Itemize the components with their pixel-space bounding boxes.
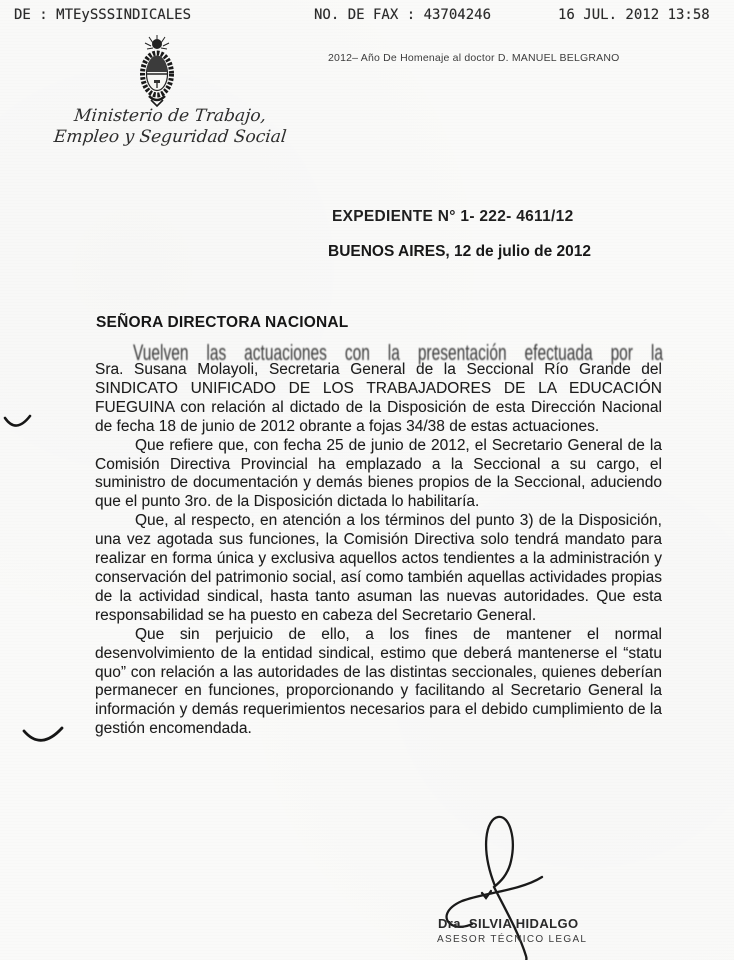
body-paragraph4: Que sin perjuicio de ello, a los fines de mantener el normal desenvolvimiento de la entidad sindical, estimo que deberá mantenerse el “statu quo” con relación a las autoridades de las distintas seccionales, quienes deberían permanecer en funciones, proporcionando y facilitando al Secretario General la información y demás requerimientos necesarios para el debido cumplimiento de la gestión encomendada. — [95, 625, 662, 738]
fax-number: NO. DE FAX : 43704246 — [314, 7, 492, 23]
body-paragraph3: Que, al respecto, en atención a los términos del punto 3) de la Disposición, una vez agotada sus funciones, la Comisión Directiva solo tendrá mandato para realizar en forma única y exclusiva aquellos actos tendientes a la administración y conservación del patrimonio social, así como también aquellas actividades propias de la actividad sindical, hasta tanto asuman las nuevas autoridades. Que esta responsabilidad se ha puesto en cabeza del Secretario General. — [95, 512, 662, 624]
fax-sender: DE : MTEySSSINDICALES — [14, 7, 192, 23]
coat-of-arms-icon — [134, 34, 180, 117]
body-paragraph1-distorted-text: Vuelven las actuaciones con la presentación efectuada por la — [133, 341, 663, 366]
ministry-name-line2: Empleo y Seguridad Social — [52, 127, 288, 147]
signer-name: Dra. SILVIA HIDALGO — [438, 916, 579, 931]
salutation-line: SEÑORA DIRECTORA NACIONAL — [96, 314, 349, 331]
ministry-name — [53, 106, 290, 148]
body-paragraph1: Sra. Susana Molayoli, Secretaria General de la Seccional Río Grande del SINDICATO UNIFICADO DE LOS TRABAJADORES DE LA EDUCACIÓN FUEGUINA con relación al dictado de la Disposición de esta Dirección Nacional de fecha 18 de junio de 2012 obrante a fojas 34/38 de estas actuaciones. — [95, 361, 662, 435]
margin-mark-icon — [2, 410, 36, 443]
margin-mark-icon — [20, 724, 68, 759]
year-homage-legend: 2012– Año De Homenaje al doctor D. MANUEL BELGRANO — [328, 52, 620, 64]
body-paragraph2: Que refiere que, con fecha 25 de junio de 2012, el Secretario General de la Comisión Directiva Provincial ha emplazado a la Seccional a su cargo, el suministro de documentación y demás bienes propios de la Seccional, aduciendo que el punto 3ro. de la Disposición dictada lo habilitaría. — [95, 436, 662, 511]
city-and-date: BUENOS AIRES, 12 de julio de 2012 — [328, 243, 592, 260]
signer-title: ASESOR TÉCNICO LEGAL — [437, 934, 588, 945]
ministry-name-line1: Ministerio de Trabajo, — [73, 106, 268, 126]
fax-datetime: 16 JUL. 2012 13:58 — [558, 7, 710, 23]
letter-body — [95, 361, 662, 739]
expediente-number: EXPEDIENTE N° 1- 222- 4611/12 — [332, 208, 574, 225]
